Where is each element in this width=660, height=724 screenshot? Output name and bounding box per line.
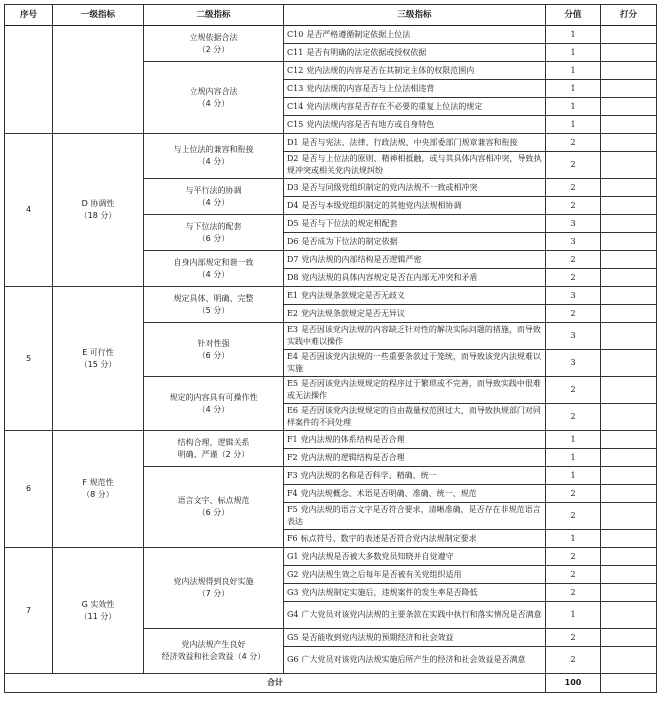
level3-cell: C14 党内法规内容是否存在不必要的重复上位法的规定 [284, 98, 546, 116]
score-cell: 1 [546, 44, 601, 62]
level1-cell: D 协调性 （18 分） [53, 134, 144, 287]
rating-cell[interactable] [601, 287, 657, 305]
level3-cell: G6 广大党员对该党内法规实施后所产生的经济和社会效益是否满意 [284, 647, 546, 674]
level2-cell: 规定具体、明确、完整 （5 分） [144, 287, 284, 323]
level3-cell: D4 是否与本级党组织制定的其他党内法规相协调 [284, 197, 546, 215]
level2-cell: 与下位法的配套 （6 分） [144, 215, 284, 251]
level2-cell: 规定的内容具有可操作性 （4 分） [144, 377, 284, 431]
level1-cell: G 实效性 （11 分） [53, 548, 144, 674]
rating-cell[interactable] [601, 404, 657, 431]
header-rating: 打分 [601, 5, 657, 26]
level3-cell: G5 是否能收到党内法规的预期经济和社会效益 [284, 629, 546, 647]
table-row [5, 287, 657, 305]
rating-cell[interactable] [601, 602, 657, 629]
rating-cell[interactable] [601, 584, 657, 602]
score-cell: 3 [546, 287, 601, 305]
score-cell: 3 [546, 233, 601, 251]
score-cell: 2 [546, 152, 601, 179]
level2-cell: 结构合理、逻辑关系 明确、严谨（2 分） [144, 431, 284, 467]
level3-cell: F1 党内法规的体系结构是否合理 [284, 431, 546, 449]
level3-cell: G1 党内法规是否被大多数党员知晓并自觉遵守 [284, 548, 546, 566]
level3-cell: E4 是否因该党内法规的一些重要条款过于笼统，而导致该党内法规难以实施 [284, 350, 546, 377]
rating-cell[interactable] [601, 215, 657, 233]
level3-cell: E2 党内法规条款规定是否无异议 [284, 305, 546, 323]
level1-cell: E 可行性 （15 分） [53, 287, 144, 431]
index-cell: 6 [5, 431, 53, 548]
score-cell: 1 [546, 449, 601, 467]
level3-cell: C12 党内法规的内容是否在其制定主体的权限范围内 [284, 62, 546, 80]
score-cell: 2 [546, 305, 601, 323]
level3-cell: C13 党内法规的内容是否与上位法相违背 [284, 80, 546, 98]
score-cell: 2 [546, 503, 601, 530]
score-cell: 1 [546, 530, 601, 548]
score-cell: 1 [546, 26, 601, 44]
score-cell: 2 [546, 197, 601, 215]
level2-cell: 立规依据合法 （2 分） [144, 26, 284, 62]
index-cell-c [5, 26, 53, 134]
level3-cell: F5 党内法规的语言文字是否符合要求，清晰准确，是否存在非规范语言表达 [284, 503, 546, 530]
score-cell: 2 [546, 629, 601, 647]
score-cell: 1 [546, 98, 601, 116]
rating-cell[interactable] [601, 350, 657, 377]
table-row [5, 26, 657, 44]
rating-cell[interactable] [601, 449, 657, 467]
level3-cell: D2 是否与上位法的原则、精神相抵触，或与其具体内容相冲突，导致执规冲突或相关党内法规纠纷 [284, 152, 546, 179]
level2-cell: 与上位法的兼容和衔接 （4 分） [144, 134, 284, 179]
score-cell: 1 [546, 80, 601, 98]
total-rating-cell[interactable] [601, 674, 657, 693]
level2-cell: 自身内部规定和谐一致 （4 分） [144, 251, 284, 287]
rating-cell[interactable] [601, 467, 657, 485]
rating-cell[interactable] [601, 179, 657, 197]
score-cell: 1 [546, 467, 601, 485]
score-cell: 3 [546, 215, 601, 233]
score-cell: 1 [546, 602, 601, 629]
level3-cell: G2 党内法规生效之后每年是否被有关党组织适用 [284, 566, 546, 584]
level3-cell: G3 党内法规制定实施后，违规案件的发生率是否降低 [284, 584, 546, 602]
level3-cell: E5 是否因该党内法规规定的程序过于繁琐或不完善，而导致实践中很难或无法操作 [284, 377, 546, 404]
level3-cell: F6 标点符号、数字的表述是否符合党内法规制定要求 [284, 530, 546, 548]
rating-cell[interactable] [601, 548, 657, 566]
rating-cell[interactable] [601, 647, 657, 674]
rating-cell[interactable] [601, 377, 657, 404]
header-level2: 二级指标 [144, 5, 284, 26]
level3-cell: D6 是否成为下位法的制定依据 [284, 233, 546, 251]
rating-cell[interactable] [601, 152, 657, 179]
score-cell: 2 [546, 584, 601, 602]
score-cell: 2 [546, 179, 601, 197]
score-cell: 1 [546, 116, 601, 134]
score-cell: 2 [546, 269, 601, 287]
level2-cell: 党内法规得到良好实施 （7 分） [144, 548, 284, 629]
rating-cell[interactable] [601, 80, 657, 98]
score-cell: 2 [546, 548, 601, 566]
header-level3: 三级指标 [284, 5, 546, 26]
index-cell: 7 [5, 548, 53, 674]
score-cell: 2 [546, 377, 601, 404]
rating-cell[interactable] [601, 305, 657, 323]
score-cell: 2 [546, 647, 601, 674]
header-score: 分值 [546, 5, 601, 26]
score-cell: 3 [546, 350, 601, 377]
level1-cell-c [53, 26, 144, 134]
level3-cell: F2 党内法规的逻辑结构是否合理 [284, 449, 546, 467]
header-level1: 一级指标 [53, 5, 144, 26]
rating-cell[interactable] [601, 629, 657, 647]
index-cell: 5 [5, 287, 53, 431]
score-cell: 2 [546, 404, 601, 431]
level3-cell: E3 是否因该党内法规的内容缺乏针对性的解决实际问题的措施，而导致实践中难以操作 [284, 323, 546, 350]
index-cell: 4 [5, 134, 53, 287]
level3-cell: D8 党内法规的具体内容规定是否在内部无冲突和矛盾 [284, 269, 546, 287]
rating-cell[interactable] [601, 431, 657, 449]
level3-cell: C15 党内法规内容是否有地方或自身特色 [284, 116, 546, 134]
rating-cell[interactable] [601, 503, 657, 530]
level3-cell: C11 是否有明确的法定依据或授权依据 [284, 44, 546, 62]
rating-cell[interactable] [601, 269, 657, 287]
rating-cell[interactable] [601, 98, 657, 116]
table-row [5, 134, 657, 152]
header-row [5, 5, 657, 26]
rating-cell[interactable] [601, 566, 657, 584]
score-cell: 3 [546, 323, 601, 350]
score-cell: 1 [546, 431, 601, 449]
level3-cell: C10 是否严格遵循制定依据上位法 [284, 26, 546, 44]
score-cell: 2 [546, 134, 601, 152]
evaluation-index-table [4, 4, 657, 693]
total-label: 合计 [5, 674, 546, 693]
rating-cell[interactable] [601, 62, 657, 80]
level3-cell: D7 党内法规的内部结构是否逻辑严密 [284, 251, 546, 269]
level3-cell: D5 是否与下位法的规定相配套 [284, 215, 546, 233]
score-cell: 2 [546, 485, 601, 503]
rating-cell[interactable] [601, 530, 657, 548]
score-cell: 2 [546, 251, 601, 269]
rating-cell[interactable] [601, 116, 657, 134]
header-index: 序号 [5, 5, 53, 26]
level2-cell: 语言文字、标点规范 （6 分） [144, 467, 284, 548]
rating-cell[interactable] [601, 44, 657, 62]
rating-cell[interactable] [601, 26, 657, 44]
table-row [5, 548, 657, 566]
rating-cell[interactable] [601, 134, 657, 152]
level2-cell: 立规内容合法 （4 分） [144, 62, 284, 134]
level3-cell: D3 是否与同级党组织制定的党内法规不一致或相冲突 [284, 179, 546, 197]
level3-cell: F4 党内法规概念、术语是否明确、准确、统一、规范 [284, 485, 546, 503]
table-row [5, 431, 657, 449]
level1-cell: F 规范性 （8 分） [53, 431, 144, 548]
score-cell: 1 [546, 62, 601, 80]
total-row [5, 674, 657, 693]
rating-cell[interactable] [601, 323, 657, 350]
rating-cell[interactable] [601, 251, 657, 269]
level3-cell: G4 广大党员对该党内法规的主要条款在实践中执行和落实情况是否满意 [284, 602, 546, 629]
total-score: 100 [546, 674, 601, 693]
score-cell: 2 [546, 566, 601, 584]
level2-cell: 针对性强 （6 分） [144, 323, 284, 377]
level3-cell: E6 是否因该党内法规规定的自由裁量权范围过大，而导致执规部门对同样案件的不同处理 [284, 404, 546, 431]
rating-cell[interactable] [601, 233, 657, 251]
level2-cell: 与平行法的协调 （4 分） [144, 179, 284, 215]
rating-cell[interactable] [601, 485, 657, 503]
level3-cell: D1 是否与宪法、法律、行政法规、中央部委部门规章兼容和衔接 [284, 134, 546, 152]
level3-cell: E1 党内法规条款规定是否无歧义 [284, 287, 546, 305]
level3-cell: F3 党内法规的名称是否科学、精确、统一 [284, 467, 546, 485]
rating-cell[interactable] [601, 197, 657, 215]
level2-cell: 党内法规产生良好 经济效益和社会效益（4 分） [144, 629, 284, 674]
